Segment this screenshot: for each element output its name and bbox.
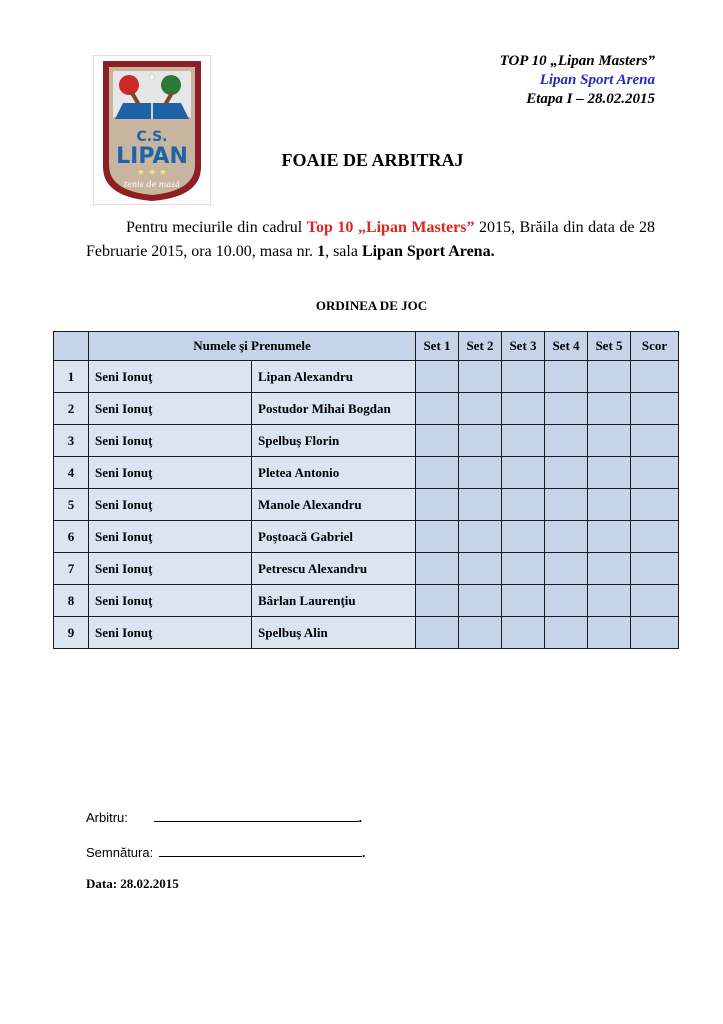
player-2: Manole Alexandru (252, 489, 416, 521)
games-table (53, 331, 679, 649)
set-4-cell[interactable] (545, 361, 588, 393)
event-stage: Etapa I – 28.02.2015 (526, 91, 655, 107)
set-3-cell[interactable] (502, 393, 545, 425)
document-date: Data: 28.02.2015 (86, 876, 179, 891)
referee-line (86, 808, 362, 825)
table-row (54, 617, 679, 649)
player-1: Seni Ionuţ (89, 361, 252, 393)
row-number: 8 (54, 585, 89, 617)
set-2-cell[interactable] (459, 457, 502, 489)
set-5-cell[interactable] (588, 553, 631, 585)
set-3-cell[interactable] (502, 617, 545, 649)
set-5-cell[interactable] (588, 489, 631, 521)
header-num (54, 332, 89, 361)
set-3-cell[interactable] (502, 553, 545, 585)
header-names: Numele şi Prenumele (89, 332, 416, 361)
player-1: Seni Ionuţ (89, 489, 252, 521)
player-1: Seni Ionuţ (89, 617, 252, 649)
score-cell[interactable] (631, 521, 679, 553)
score-cell[interactable] (631, 553, 679, 585)
signature-line (86, 843, 365, 860)
set-1-cell[interactable] (416, 489, 459, 521)
header-set-3: Set 3 (502, 332, 545, 361)
set-3-cell[interactable] (502, 489, 545, 521)
order-title: ORDINEA DE JOC (315, 298, 428, 313)
score-cell[interactable] (631, 617, 679, 649)
table-row (54, 585, 679, 617)
logo-club: C.S. (136, 129, 168, 145)
player-2: Pletea Antonio (252, 457, 416, 489)
signature-field[interactable] (159, 843, 362, 857)
referee-label: Arbitru: (86, 810, 128, 825)
header-set-2: Set 2 (459, 332, 502, 361)
set-3-cell[interactable] (502, 521, 545, 553)
signature-label: Semnătura: (86, 845, 154, 860)
score-cell[interactable] (631, 361, 679, 393)
event-name: TOP 10 „Lipan Masters” (499, 53, 655, 69)
intro-event: Top 10 „Lipan Masters” (306, 219, 475, 236)
referee-field[interactable] (154, 808, 359, 822)
player-1: Seni Ionuţ (89, 393, 252, 425)
table-row (54, 457, 679, 489)
set-1-cell[interactable] (416, 393, 459, 425)
set-2-cell[interactable] (459, 393, 502, 425)
header-set-1: Set 1 (416, 332, 459, 361)
player-1: Seni Ionuţ (89, 521, 252, 553)
intro-table-no: 1 (317, 243, 326, 260)
red-paddle-icon (119, 75, 139, 95)
club-logo (93, 55, 211, 205)
set-2-cell[interactable] (459, 585, 502, 617)
set-4-cell[interactable] (545, 521, 588, 553)
set-4-cell[interactable] (545, 457, 588, 489)
logo-name: LIPAN (116, 144, 188, 169)
ball-icon (149, 74, 155, 80)
table-row (54, 425, 679, 457)
set-2-cell[interactable] (459, 489, 502, 521)
set-1-cell[interactable] (416, 553, 459, 585)
set-2-cell[interactable] (459, 361, 502, 393)
set-2-cell[interactable] (459, 425, 502, 457)
set-1-cell[interactable] (416, 617, 459, 649)
set-5-cell[interactable] (588, 361, 631, 393)
set-1-cell[interactable] (416, 361, 459, 393)
player-2: Bârlan Laurenţiu (252, 585, 416, 617)
row-number: 7 (54, 553, 89, 585)
player-2: Petrescu Alexandru (252, 553, 416, 585)
set-1-cell[interactable] (416, 585, 459, 617)
table-header-row (54, 332, 679, 361)
row-number: 1 (54, 361, 89, 393)
intro-venue: Lipan Sport Arena. (361, 243, 495, 260)
set-2-cell[interactable] (459, 617, 502, 649)
set-5-cell[interactable] (588, 425, 631, 457)
set-5-cell[interactable] (588, 585, 631, 617)
set-5-cell[interactable] (588, 617, 631, 649)
player-1: Seni Ionuţ (89, 425, 252, 457)
player-1: Seni Ionuţ (89, 457, 252, 489)
player-2: Lipan Alexandru (252, 361, 416, 393)
set-1-cell[interactable] (416, 425, 459, 457)
row-number: 6 (54, 521, 89, 553)
set-4-cell[interactable] (545, 425, 588, 457)
signature-end-mark: . (361, 845, 366, 860)
set-4-cell[interactable] (545, 489, 588, 521)
set-3-cell[interactable] (502, 457, 545, 489)
score-cell[interactable] (631, 457, 679, 489)
table-row (54, 553, 679, 585)
document-title: FOAIE DE ARBITRAJ (281, 150, 464, 170)
set-1-cell[interactable] (416, 521, 459, 553)
set-3-cell[interactable] (502, 361, 545, 393)
row-number: 5 (54, 489, 89, 521)
intro-text-1: Pentru meciurile din cadrul (126, 219, 307, 236)
player-2: Postudor Mihai Bogdan (252, 393, 416, 425)
set-1-cell[interactable] (416, 457, 459, 489)
score-cell[interactable] (631, 393, 679, 425)
set-2-cell[interactable] (459, 521, 502, 553)
header-score: Scor (631, 332, 679, 361)
score-cell[interactable] (631, 489, 679, 521)
row-number: 2 (54, 393, 89, 425)
referee-end-mark: . (358, 810, 363, 825)
row-number: 9 (54, 617, 89, 649)
set-4-cell[interactable] (545, 393, 588, 425)
club-logo-shield (93, 55, 211, 205)
row-number: 3 (54, 425, 89, 457)
row-number: 4 (54, 457, 89, 489)
player-1: Seni Ionuţ (89, 553, 252, 585)
set-3-cell[interactable] (502, 585, 545, 617)
score-cell[interactable] (631, 585, 679, 617)
header-set-4: Set 4 (545, 332, 588, 361)
logo-stars: ★ ★ ★ (137, 168, 167, 178)
set-3-cell[interactable] (502, 425, 545, 457)
set-4-cell[interactable] (545, 585, 588, 617)
table-row (54, 393, 679, 425)
intro-text-2: 2015, Brăila din data de 28 Februarie 2015, ora 10.00, masa nr. (86, 219, 655, 260)
event-header (500, 52, 655, 109)
player-2: Poştoacă Gabriel (252, 521, 416, 553)
logo-subtitle: tenis de masă (124, 180, 180, 189)
intro-text-3: , sala (325, 243, 362, 260)
set-5-cell[interactable] (588, 457, 631, 489)
score-cell[interactable] (631, 425, 679, 457)
event-venue: Lipan Sport Arena (539, 72, 655, 88)
table-row (54, 489, 679, 521)
set-4-cell[interactable] (545, 553, 588, 585)
player-2: Spelbuş Florin (252, 425, 416, 457)
set-5-cell[interactable] (588, 393, 631, 425)
table-row (54, 361, 679, 393)
intro-paragraph (86, 216, 655, 264)
player-1: Seni Ionuţ (89, 585, 252, 617)
table-row (54, 521, 679, 553)
player-2: Spelbuş Alin (252, 617, 416, 649)
set-2-cell[interactable] (459, 553, 502, 585)
set-4-cell[interactable] (545, 617, 588, 649)
set-5-cell[interactable] (588, 521, 631, 553)
header-set-5: Set 5 (588, 332, 631, 361)
